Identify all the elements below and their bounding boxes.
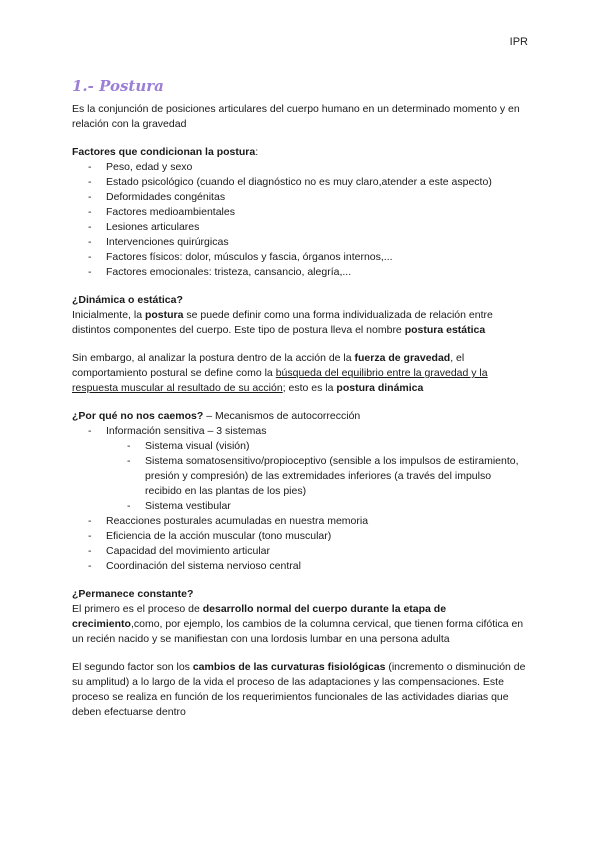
text-run: Inicialmente, la	[72, 309, 145, 321]
list-item: - Factores medioambientales	[72, 205, 528, 220]
list-item: - Peso, edad y sexo	[72, 160, 528, 175]
document-body	[72, 76, 528, 720]
text-run: , el comportamiento postural se define como la	[72, 352, 465, 379]
dinamica-paragraph-1	[72, 308, 528, 338]
text-run: El segundo factor son los	[72, 661, 193, 673]
factores-list	[72, 160, 528, 280]
text-run-bold: postura dinámica	[336, 382, 424, 394]
sensory-sublist	[72, 439, 528, 514]
sublist-item: - Sistema visual (visión)	[72, 439, 528, 454]
text-run-bold: fuerza de gravedad	[354, 352, 451, 364]
list-item: - Deformidades congénitas	[72, 190, 528, 205]
list-item: - Coordinación del sistema nervioso central	[72, 559, 528, 574]
header-initials: IPR	[509, 36, 528, 48]
text-run-bold: desarrollo normal del cuerpo durante la etapa de crecimiento	[72, 603, 447, 630]
text-run-bold: cambios de las curvaturas fisiológicas	[192, 661, 386, 673]
dinamica-paragraph-2	[72, 351, 528, 396]
list-item: - Capacidad del movimiento articular	[72, 544, 528, 559]
caemos-heading: ¿Por qué no nos caemos?	[72, 410, 204, 422]
text-run: Sin embargo, al analizar la postura dentro de la acción de la	[72, 352, 355, 364]
list-item	[72, 424, 528, 514]
text-run: El primero es el proceso de	[72, 603, 203, 615]
list-item: - Intervenciones quirúrgicas	[72, 235, 528, 250]
list-item: - Estado psicológico (cuando el diagnóstico no es muy claro,atender a este aspecto)	[72, 175, 528, 190]
list-item: - Lesiones articulares	[72, 220, 528, 235]
text-run: (incremento o disminución de su amplitud) a lo largo de la vida el proceso de las adaptaciones y las compensaciones. Este proceso se realiza en función de los requerimientos funcionales de las actividades diarias que deben efectuarse dentro	[72, 661, 526, 718]
constante-heading: ¿Permanece constante?	[72, 588, 194, 600]
caemos-list	[72, 424, 528, 574]
sublist-item: - Sistema vestibular	[72, 499, 528, 514]
text-run-underlined: búsqueda del equilibrio entre la gravedad y la respuesta muscular al resultado de su acción	[72, 367, 488, 394]
text-run: ; esto es la	[282, 382, 337, 394]
list-item-label: Información sensitiva – 3 sistemas	[106, 425, 267, 437]
factores-heading-line	[72, 145, 528, 160]
text-run-bold: postura estática	[404, 324, 486, 336]
constante-paragraph-1	[72, 602, 528, 647]
text-run: ,como, por ejemplo, los cambios de la columna cervical, que tienen forma cifótica en un recién nacido y se manifiestan con una lordosis lumbar en una persona adulta	[72, 618, 524, 645]
dinamica-heading: ¿Dinámica o estática?	[72, 294, 183, 306]
list-item: - Factores físicos: dolor, músculos y fascia, órganos internos,...	[72, 250, 528, 265]
caemos-subtitle: – Mecanismos de autocorrección	[203, 410, 361, 422]
intro-paragraph: Es la conjunción de posiciones articulares del cuerpo humano en un determinado momento y en relación con la gravedad	[72, 103, 520, 130]
list-item: - Reacciones posturales acumuladas en nuestra memoria	[72, 514, 528, 529]
section-title: 1.- Postura	[72, 77, 164, 95]
text-run-bold: postura	[144, 309, 184, 321]
text-run: se puede definir como una forma individualizada de relación entre distintos componentes del cuerpo. Este tipo de postura lleva el nombre	[72, 309, 493, 336]
caemos-heading-line	[72, 409, 528, 424]
list-item: - Eficiencia de la acción muscular (tono muscular)	[72, 529, 528, 544]
factores-heading-suffix: :	[255, 146, 259, 158]
list-item: - Factores emocionales: tristeza, cansancio, alegría,...	[72, 265, 528, 280]
factores-heading: Factores que condicionan la postura	[72, 146, 256, 158]
sublist-item: - Sistema somatosensitivo/propioceptivo (sensible a los impulsos de estiramiento, presión y compresión) de las extremidades inferiores (a través del impulso recibido en las plantas de los pies)	[72, 454, 528, 499]
constante-paragraph-2	[72, 660, 528, 720]
